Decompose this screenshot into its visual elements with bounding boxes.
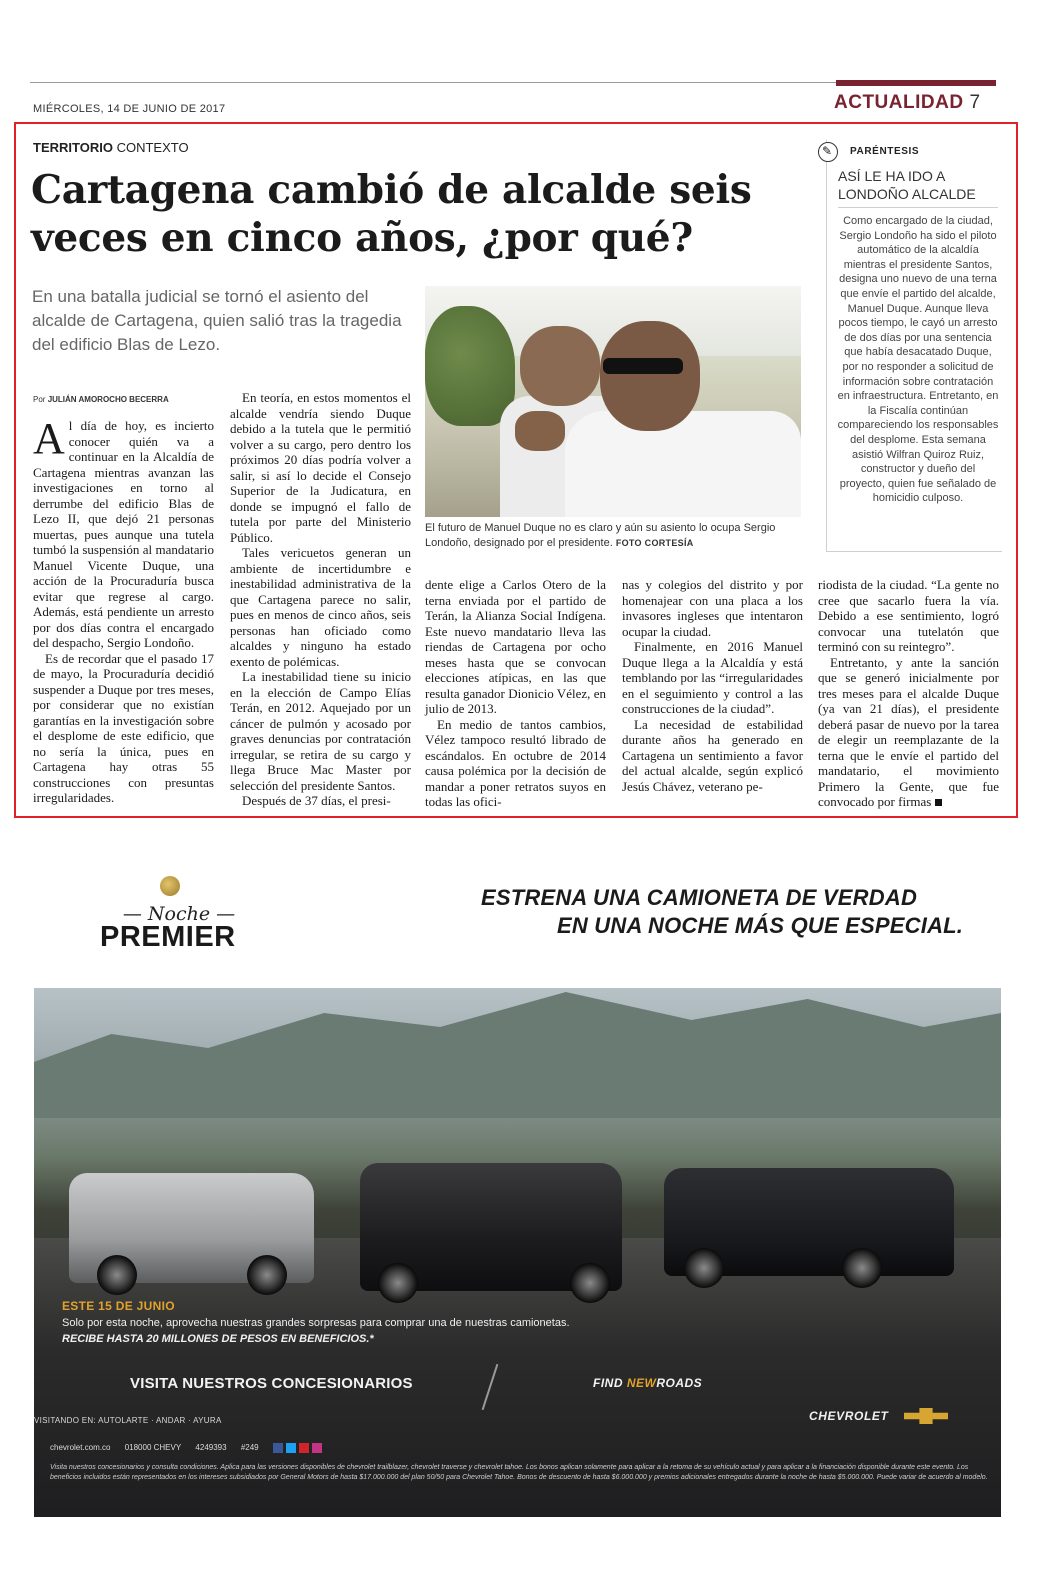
issue-date: MIÉRCOLES, 14 DE JUNIO DE 2017 [33,103,226,115]
suv-black-traverse [664,1168,954,1276]
col2-p1: En teoría, en estos momentos el alcalde vendría siendo Duque debido a la tutela que le permitió volver a su cargo, pero dentro los próximos 20 días podría volver a salir, si así lo decide el Consejo Superior de la Judicatura, en donde se impugnó el fallo de tutela por parte del Ministerio Público. [230,390,411,545]
kicker [33,140,189,155]
ad-slogan-line2: EN UNA NOCHE MÁS QUE ESPECIAL. [557,913,964,938]
wheel-icon [247,1255,287,1295]
column-4 [622,577,803,794]
dropcap: A [33,414,65,463]
instagram-icon [312,1443,322,1453]
ad-benefit-line: RECIBE HASTA 20 MILLONES DE PESOS EN BENEFICIOS.* [62,1333,374,1345]
ad-contact-bar [50,1443,325,1453]
ad-phone-2: 4249393 [195,1443,227,1453]
wheel-icon [684,1248,724,1288]
end-mark-icon [935,799,942,806]
ad-website: chevrolet.com.co [50,1443,111,1453]
byline [33,395,169,404]
col3-p1: dente elige a Carlos Otero de la terna enviada por el partido de Terán, la Alianza Social Indígena. Este nuevo mandatario lleva las riendas de Cartagena por ocho meses hasta que se convocan elecciones atípicas, en las que resulta ganador Dionicio Vélez, en julio de 2013. [425,577,606,716]
kicker-rest: CONTEXTO [116,140,189,155]
col4-p3: La necesidad de estabilidad durante años ha generado en Cartagena un sentimiento a favor del actual alcalde, según explicó Jesús Chávez, veterano pe- [622,716,803,794]
col4-p1: nas y colegios del distrito y por homenajear con una placa a los invasores ingleses que intentaron ocupar la ciudad. [622,577,803,639]
page-number: 7 [969,92,981,113]
column-3 [425,577,606,810]
wheel-icon [570,1263,610,1303]
chevrolet-wordmark: CHEVROLET [809,1409,889,1423]
caption-text: El futuro de Manuel Duque no es claro y aún su asiento lo ocupa Sergio Londoño, designado por el presidente. [425,522,776,549]
pin-icon [818,142,838,162]
wheel-icon [842,1248,882,1288]
col5-p1: riodista de la ciudad. “La gente no cree que sacarlo fuera la vía. Debido a ese sentimiento, logró convocar una tutelatón que terminó con su reintegro”. [818,577,999,654]
find-new-roads-logo [593,1376,702,1390]
ad-dealers: VISITANDO EN: AUTOLARTE · ANDAR · AYURA [34,1416,222,1425]
col1-p1: l día de hoy, es incierto conocer quién va a continuar en la Alcaldía de Cartagena mientras avanzan las investigaciones en torno al derrumbe del edificio Blas de Lezo II, que dejó 21 personas muertas, pues aunque una tutela tumbó la suspensión al mandatario Manuel Vicente Duque, una acción de la Procuraduría busca evitar que regrese al cargo. Además, está pendiente un arresto por dos días contra el encargado del despacho, Sergio Londoño. [33,418,214,650]
col2-p3: La inestabilidad tiene su inicio en la elección de Campo Elías Terán, en 2012. Aquejado por un cáncer de pulmón y acosado por graves denuncias por contratación irregular, se retira de su cargo y llega Bruce Mac Master por selección del presidente Santos. [230,669,411,793]
sidebar-label: PARÉNTESIS [850,146,920,157]
col2-p2: Tales vericuetos generan un ambiente de incertidumbre e inestabilidad administrativa de la que Cartagena parece no salir, pues en menos de cinco años, seis personas han oficiado como alcaldes y ninguno ha estado exento de polémicas. [230,545,411,669]
photo-sunglasses [603,358,683,374]
subhead: En una batalla judicial se tornó el asiento del alcalde de Cartagena, quien salió tras la tragedia del edificio Blas de Lezo. [32,287,402,354]
col3-p2: En medio de tantos cambios, Vélez tampoco resultó librado de escándalos. En octubre de 2014 causa polémica por la decisión de mandar a poner retratos suyos en todas las ofici- [425,716,606,809]
photo-person-right-head [600,321,700,431]
column-1 [33,414,214,806]
photo-hand [515,411,565,451]
ad-slogan-line1: ESTRENA UNA CAMIONETA DE VERDAD [481,885,918,910]
ad-fine-print: Visita nuestros concesionarios y consulta condiciones. Aplica para las versiones disponibles de chevrolet trailblazer, chevrolet traverse y chevrolet tahoe. Los bonos aplican solamente para aplicar a la retoma de su vehículo actual y para aplicar a la financiación disponible durante este evento. Los beneficios incluidos están representados en los intereses subsidiados por General Motors de hasta $17.000.000 del plan 50/50 para Chevrolet Tahoe. Bonos de descuento de hasta $6.000.000 y premios adicionales entregados durante la noche de hasta $5.000.000. Puede variar de acuerdo al modelo. [50,1464,988,1481]
column-5 [818,577,999,810]
suv-silver [69,1173,314,1283]
photo-caption [425,521,810,551]
col2-p4: Después de 37 días, el presi- [242,793,391,808]
caption-credit: FOTO CORTESÍA [615,538,694,548]
find-a: FIND [593,1376,623,1390]
find-b: NEW [626,1376,657,1390]
byline-author: JULIÁN AMOROCHO BECERRA [47,395,169,404]
photo-person-right-body [565,411,801,517]
twitter-icon [286,1443,296,1453]
wheel-icon [97,1255,137,1295]
ad-phone-3: #249 [240,1443,259,1453]
medal-icon [160,876,180,896]
ad-visit-dealers: VISITA NUESTROS CONCESIONARIOS [130,1375,413,1392]
ad-offer-line: Solo por esta noche, aprovecha nuestras grandes sorpresas para comprar una de nuestras camionetas. [62,1317,570,1329]
paragraph [818,655,999,810]
facebook-icon [273,1443,283,1453]
youtube-icon [299,1443,309,1453]
wheel-icon [378,1263,418,1303]
col1-p2: Es de recordar que el pasado 17 de mayo, la Procuraduría decidió suspender a Duque por tres meses, por considerar que no existían garantías en la investigación sobre el desplome de este edificio, que no sería la única, pues en Cartagena hay otras 55 construcciones con presuntas irregularidades. [33,650,214,805]
mountain-backdrop [34,988,1001,1118]
suv-black-tahoe [360,1163,622,1291]
section-name: ACTUALIDAD [834,92,964,113]
ad-phone-1: 018000 CHEVY [124,1443,182,1453]
col4-p2: Finalmente, en 2016 Manuel Duque llega a la Alcaldía y está temblando por las “irregularidades en el seguimiento y control a las construcciones de la ciudad”. [622,639,803,716]
paragraph [33,414,214,651]
sidebar-title: ASÍ LE HA IDO A LONDOÑO ALCALDE [838,167,998,208]
byline-prefix: Por [33,395,46,404]
column-2 [230,390,411,809]
kicker-bold: TERRITORIO [33,140,113,155]
sidebar-body: Como encargado de la ciudad, Sergio Londoño ha sido el piloto automático de la alcaldía mientras el presidente Santos, designa uno nuevo de una terna que envíe el partido del alcalde, Manuel Duque. Aunque lleva pocos tiempo, le cayó un arresto de dos días por una sentencia que había desacatado Duque, por no responder a solicitud de información sobre contratación en infraestructura. Entretanto, en la Fiscalía continúan compareciendo los responsables del desplome. Esta semana asistió Wilfran Quiroz Ruiz, constructor y dueño del proyecto, quien fue señalado de homicidio culposo. [837,215,999,505]
chevrolet-ad [34,833,1001,1517]
ad-noche: — Noche — [122,903,236,925]
ad-scene [34,988,1001,1517]
ad-date: ESTE 15 DE JUNIO [62,1299,175,1313]
col5-p2: Entretanto, y ante la sanción que se generó inicialmente por tres meses para el alcalde Duque (ya van 21 días), el presidente deberá pasar de nuevo por la tarea de elegir un reemplazante de la terna que le envíe el partido del mandatario, el movimiento Primero la Gente, que fue convocado por firmas [818,654,999,809]
ad-premier: PREMIER [100,921,236,953]
article-photo [425,286,801,517]
photo-tree [425,306,515,426]
section-title [834,92,981,114]
find-c: ROADS [656,1376,703,1390]
ad-noche-text: Noche [147,903,211,925]
headline: Cartagena cambió de alcalde seis veces en cinco años, ¿por qué? [31,167,752,261]
photo-person-left-head [520,326,600,406]
section-bar [836,80,996,86]
